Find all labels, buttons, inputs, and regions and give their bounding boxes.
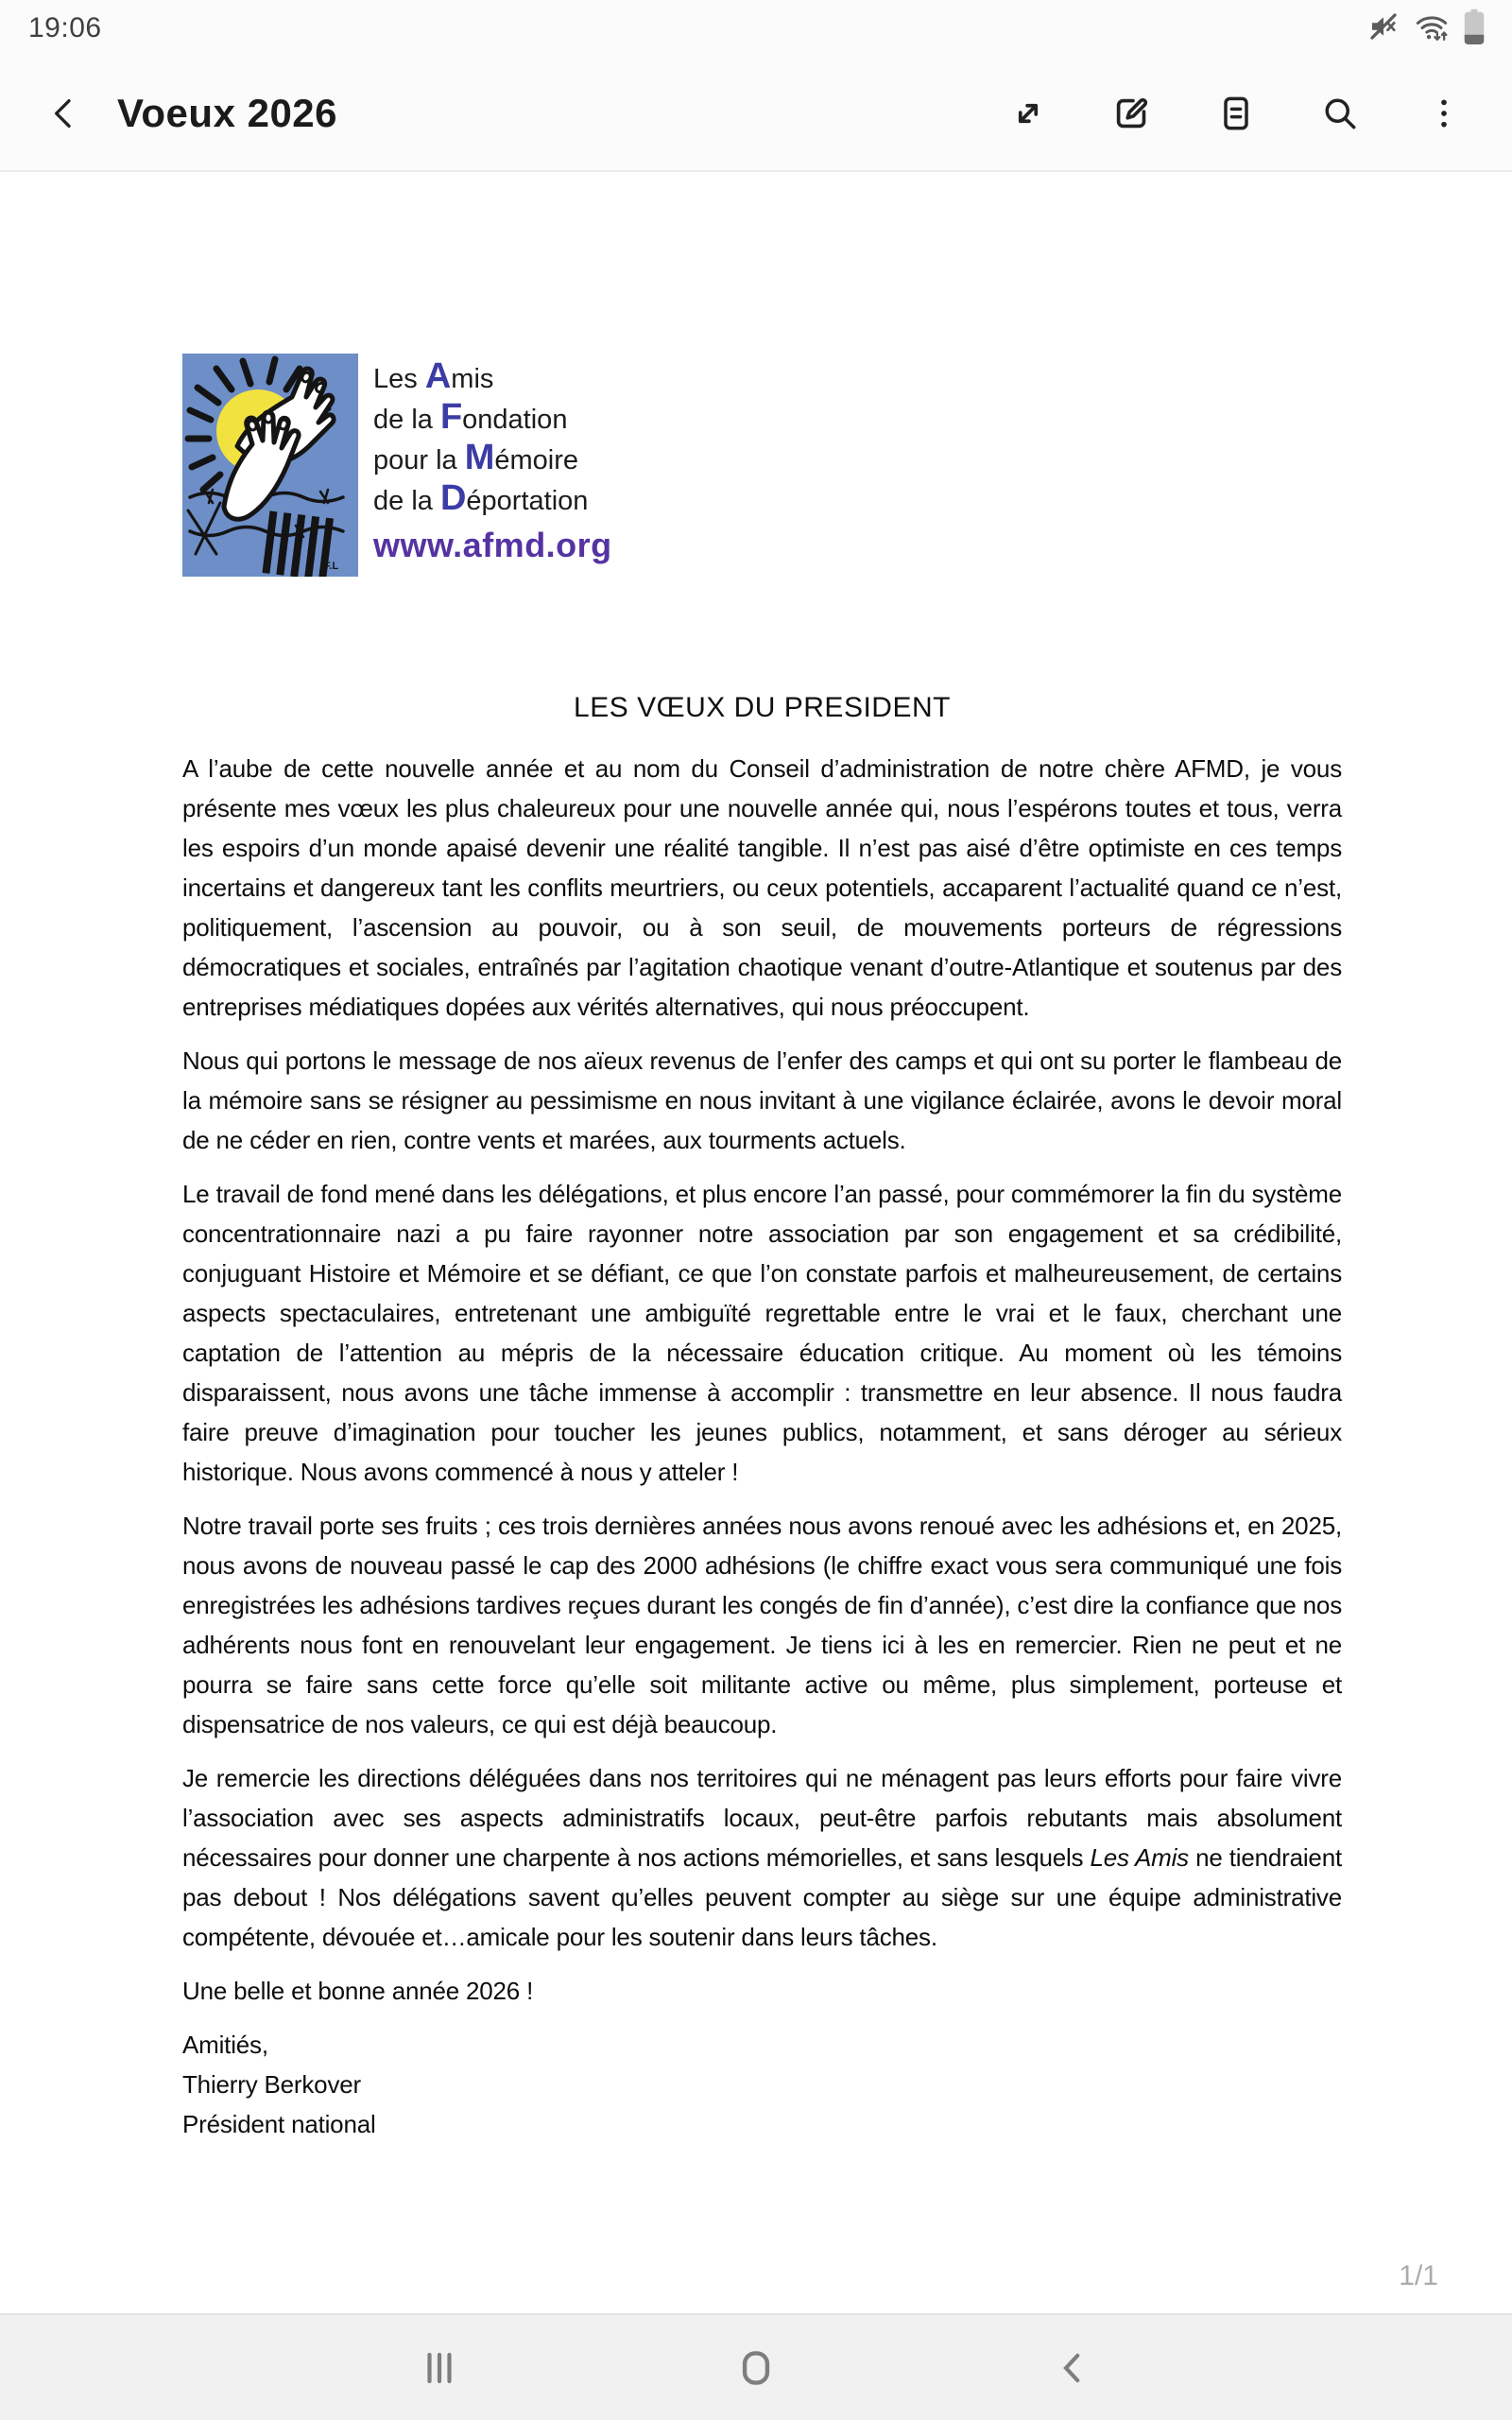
afmd-logo-art — [182, 354, 358, 577]
page-content — [0, 174, 1512, 2144]
letter-title: LES VŒUX DU PRESIDENT — [574, 692, 951, 723]
back-nav-button[interactable] — [1040, 2335, 1106, 2401]
document-page[interactable] — [0, 174, 1512, 2313]
closing-name: Thierry Berkover — [182, 2070, 361, 2099]
paragraph-4: Notre travail porte ses fruits ; ces trois dernières années nous avons renoué avec les adhésions et, en 2025, nous avons de nouveau passé le cap des 2000 adhésions (le chiffre exact vous sera communiqué une fois enregistrées les adhésions tardives reçues durant les congés de fin d’année), c’est dire la confiance que nos adhérents nous font en renouvelant leur engagement. Je tiens ici à les en remercier. Rien ne peut et ne pourra se faire sans cette force qu’elle soit militante active ou même, plus simplement, porteuse et dispensatrice de nos valeurs, ce qui est déjà beaucoup. — [182, 1512, 1342, 1738]
afmd-logo-text: Les Amis de la Fondation pour la Mémoire de la Déportation www.afmd.org — [373, 354, 612, 567]
reader-view-button[interactable] — [1206, 83, 1266, 144]
afmd-logo — [182, 354, 1342, 577]
paragraph-2: Nous qui portons le message de nos aïeux revenus de l’enfer des camps et qui ont su porter le flambeau de la mémoire sans se résigner au pessimisme en nous invitant à une vigilance éclairée, avons le devoir moral de ne céder en rien, contre vents et marées, aux tourments actuels. — [182, 1046, 1342, 1154]
more-menu-button[interactable] — [1414, 83, 1474, 144]
back-button[interactable] — [38, 87, 91, 140]
status-icons — [1366, 9, 1486, 49]
search-button[interactable] — [1310, 83, 1370, 144]
edit-button[interactable] — [1102, 83, 1162, 144]
letter-body — [182, 749, 1342, 2144]
paragraph-1: A l’aube de cette nouvelle année et au nom du Conseil d’administration de notre chère AFMD, je vous présente mes vœux les plus chaleureux pour une nouvelle année qui, nous l’espérons toutes et tous, verra les espoirs d’un monde apaisé devenir une réalité tangible. Il n’est pas aisé d’être optimiste en ces temps incertains et dangereux tant les conflits meurtriers, ou ceux potentiels, accaparent l’actualité quand ce n’est, politiquement, l’ascension au pouvoir, ou à son seuil, de mouvements porteurs de régressions démocratiques et sociales, entraînés par l’agitation chaotique venant d’outre-Atlantique et soutenus par des entreprises médiatiques dopées aux vérités alternatives, qui nous préoccupent. — [182, 754, 1342, 1021]
closing-salutation: Amitiés, — [182, 2031, 268, 2059]
page-indicator: 1/1 — [1399, 2260, 1438, 2291]
pop-out-button[interactable] — [998, 83, 1058, 144]
navigation-bar — [0, 2313, 1512, 2420]
paragraph-3: Le travail de fond mené dans les délégations, et plus encore l’an passé, pour commémorer la fin du système concentrationnaire nazi a pu faire rayonner notre association par son engagement et sa crédibilité, conjuguant Histoire et Mémoire et se défiant, ce que l’on constate parfois et malheureusement, de certains aspects spectaculaires, entretenant une ambiguïté regrettable entre le vrai et le faux, cherchant une captation de l’attention au mépris de la nécessaire éducation critique. Au moment où les témoins disparaissent, nous avons une tâche immense à accomplir : transmettre en leur absence. Il nous faudra faire preuve d’imagination pour toucher les jeunes publics, notamment, et sans déroger au sérieux historique. Nous avons commencé à nous y atteler ! — [182, 1180, 1342, 1486]
recents-button[interactable] — [406, 2335, 472, 2401]
paragraph-5: Je remercie les directions déléguées dans nos territoires qui ne ménagent pas leurs efforts pour faire vivre l’association avec ses aspects administratifs locaux, peut-être parfois rebutants mais absolument nécessaires pour donner une charpente à nos actions mémorielles, et sans lesquels Les Amis ne tiendraient pas debout ! Nos délégations savent qu’elles peuvent compter au siège sur une équipe administrative compétente, dévouée et…amicale pour les soutenir dans leurs tâches. — [182, 1764, 1342, 1951]
wifi-icon — [1414, 9, 1450, 48]
closing-role: Président national — [182, 2110, 376, 2138]
clock: 19:06 — [28, 12, 102, 43]
afmd-logo-url: www.afmd.org — [373, 526, 612, 564]
status-bar — [0, 0, 1512, 57]
battery-icon — [1463, 9, 1486, 49]
home-button[interactable] — [723, 2335, 789, 2401]
document-title: Voeux 2026 — [117, 91, 338, 135]
paragraph-6: Une belle et bonne année 2026 ! — [182, 1977, 534, 2005]
header-actions — [998, 83, 1474, 144]
app-header — [0, 57, 1512, 172]
logo-signature: F.L — [324, 561, 339, 572]
sound-muted-icon — [1366, 9, 1400, 48]
